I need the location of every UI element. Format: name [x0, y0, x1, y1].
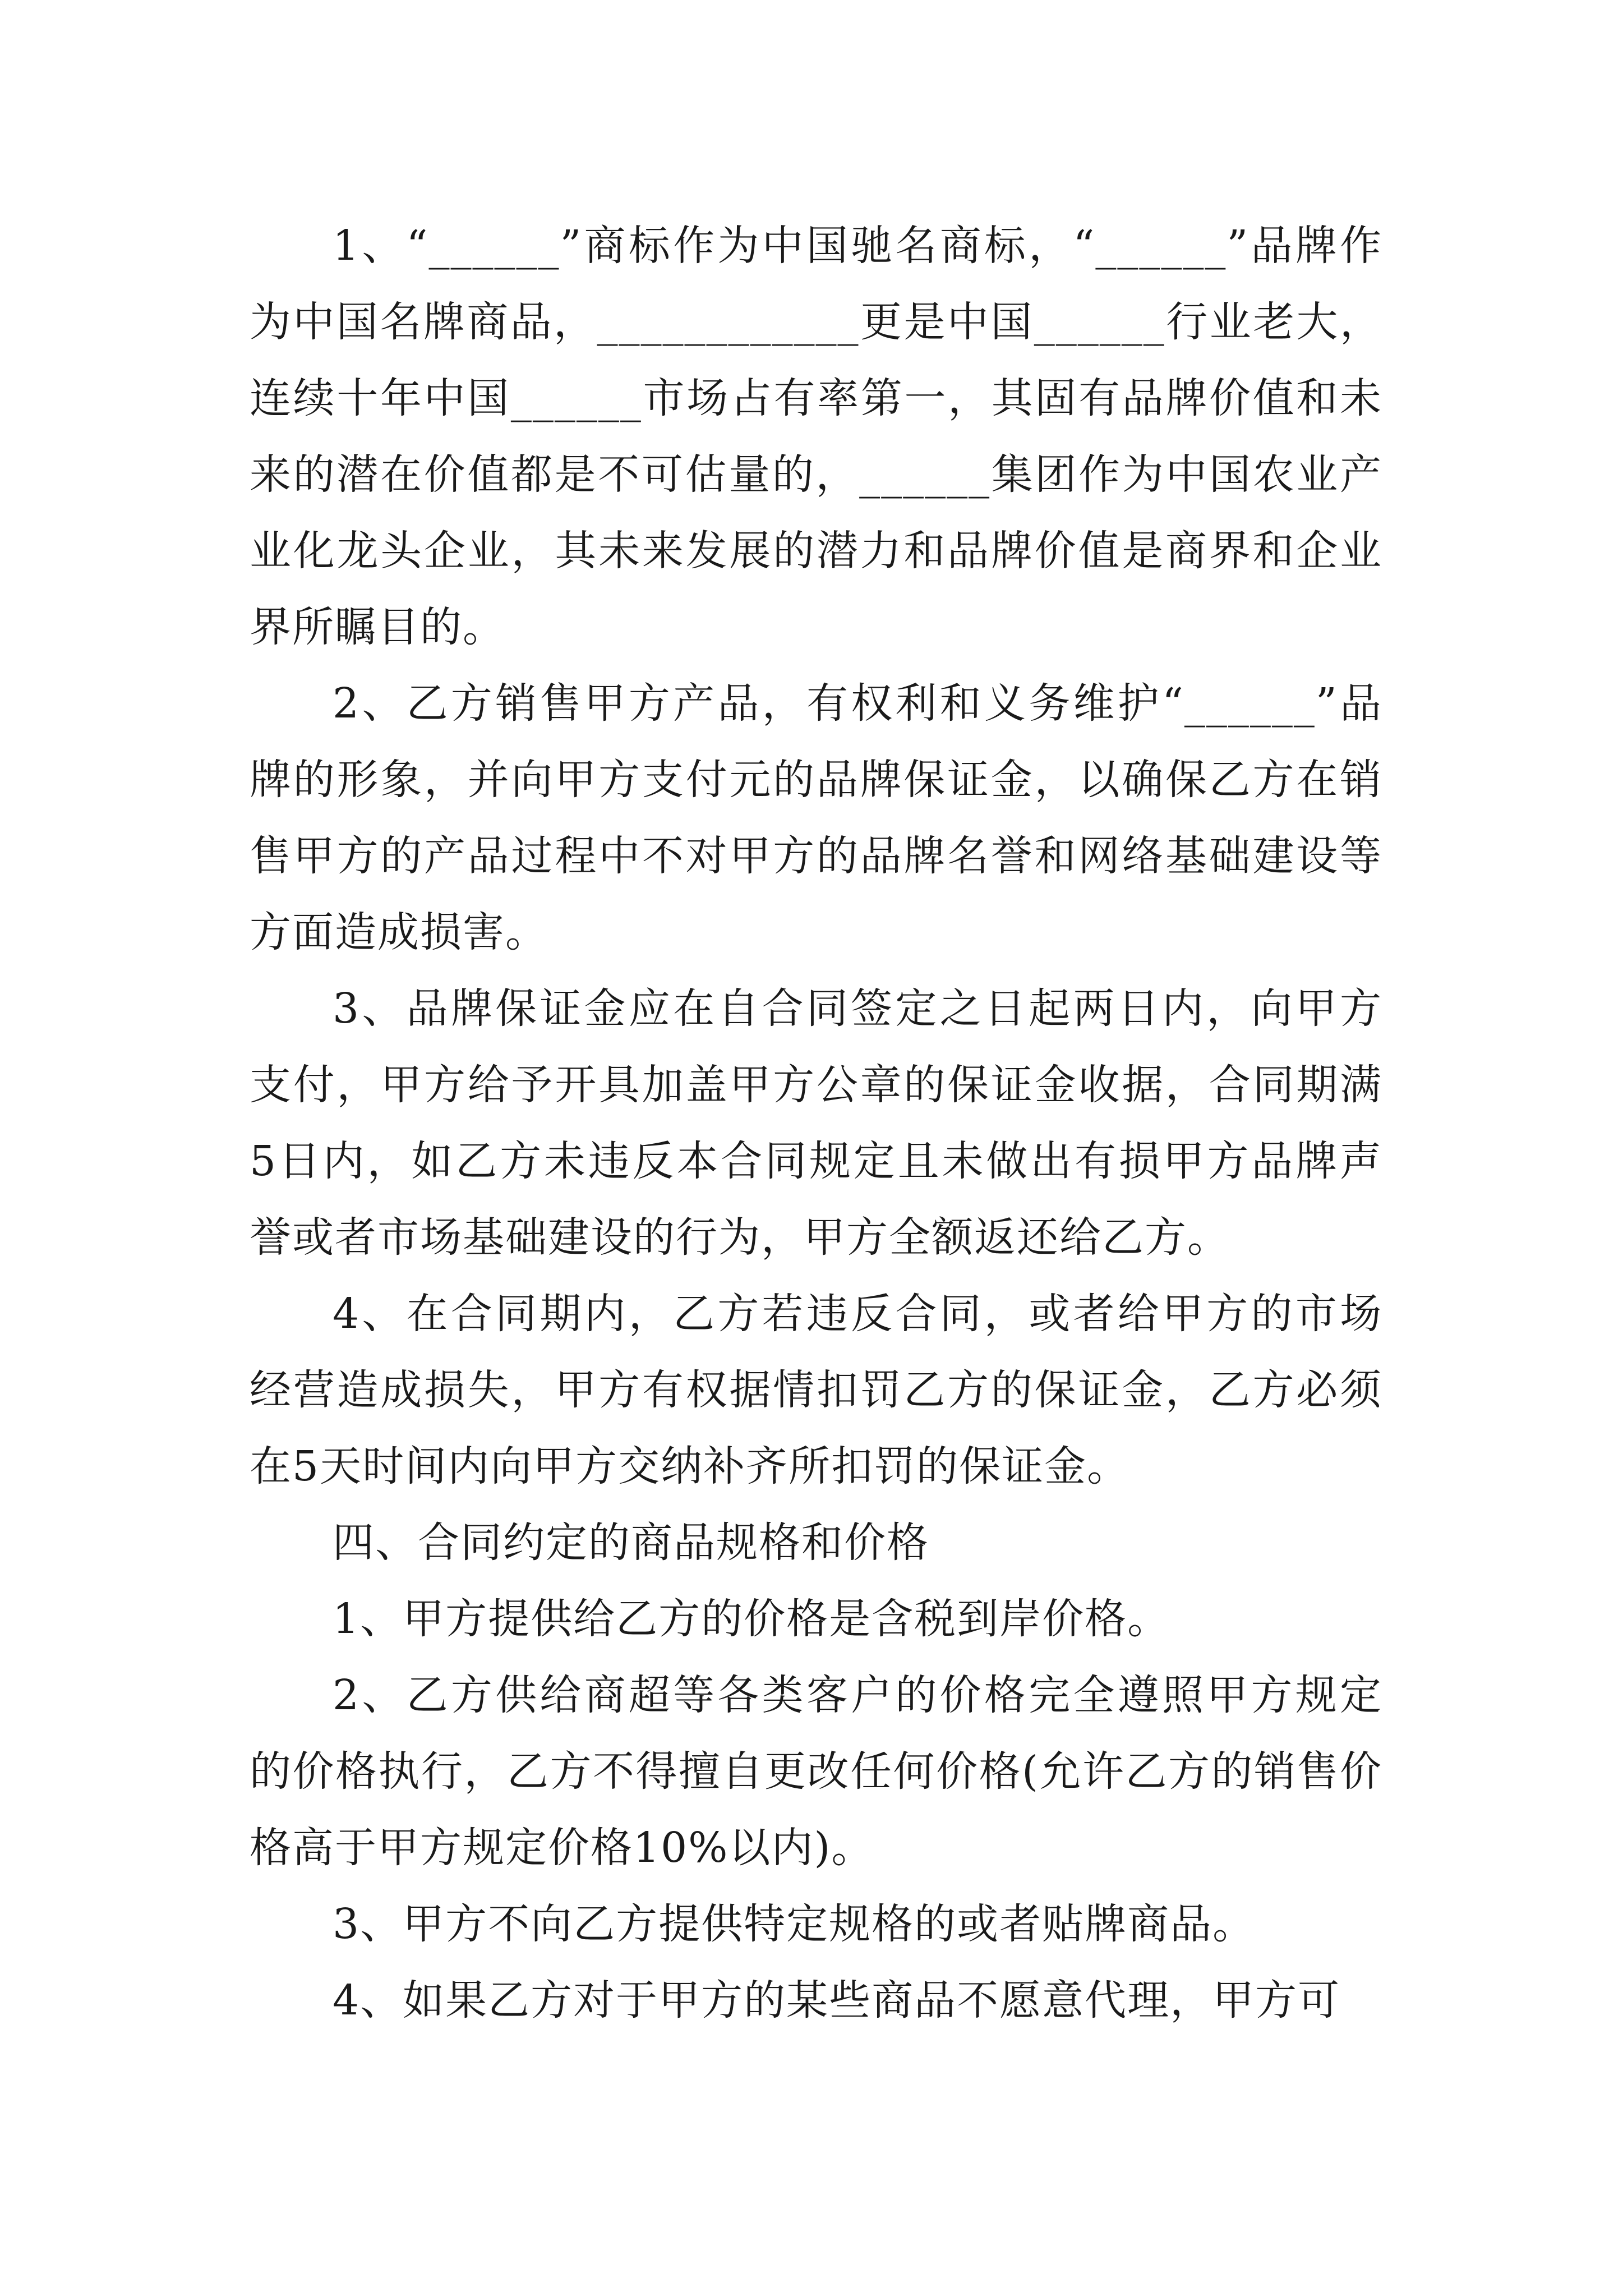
- paragraph-price-compliance: 2、乙方供给商超等各类客户的价格完全遵照甲方规定的价格执行，乙方不得擅自更改任何价格(允许乙方的销售价格高于甲方规定价格10%以内)。: [250, 1671, 1382, 1872]
- paragraph-brand-value: 1、“______”商标作为中国驰名商标，“______”品牌作为中国名牌商品，____________更是中国______行业老大，连续十年中国______市场占有率第一，其固有品牌价值和未来的潜在价值都是不可估量的，______集团作为中国农业产业化龙头企业，其未来发展的潜力和品牌价值是商界和企业界所瞩目的。: [250, 222, 1382, 651]
- paragraph-deposit-penalty: 4、在合同期内，乙方若违反合同，或者给甲方的市场经营造成损失，甲方有权据情扣罚乙方的保证金，乙方必须在5天时间内向甲方交纳补齐所扣罚的保证金。: [250, 1290, 1382, 1490]
- paragraph-price-terms: 1、甲方提供给乙方的价格是含税到岸价格。: [333, 1595, 1170, 1643]
- paragraph-brand-deposit: 2、乙方销售甲方产品，有权利和义务维护“______”品牌的形象，并向甲方支付元的品牌保证金，以确保乙方在销售甲方的产品过程中不对甲方的品牌名誉和网络基础建设等方面造成损害。: [250, 679, 1382, 956]
- paragraph-no-oem: 3、甲方不向乙方提供特定规格的或者贴牌商品。: [333, 1900, 1256, 1948]
- section-heading-specs-and-price: 四、合同约定的商品规格和价格: [333, 1519, 929, 1567]
- paragraph-agency-refusal: 4、如果乙方对于甲方的某些商品不愿意代理，甲方可: [333, 1976, 1341, 2024]
- document-body: [250, 208, 1382, 2039]
- paragraph-deposit-payment: 3、品牌保证金应在自合同签定之日起两日内，向甲方支付，甲方给予开具加盖甲方公章的保证金收据，合同期满5日内，如乙方未违反本合同规定且未做出有损甲方品牌声誉或者市场基础建设的行为，甲方全额返还给乙方。: [250, 984, 1382, 1262]
